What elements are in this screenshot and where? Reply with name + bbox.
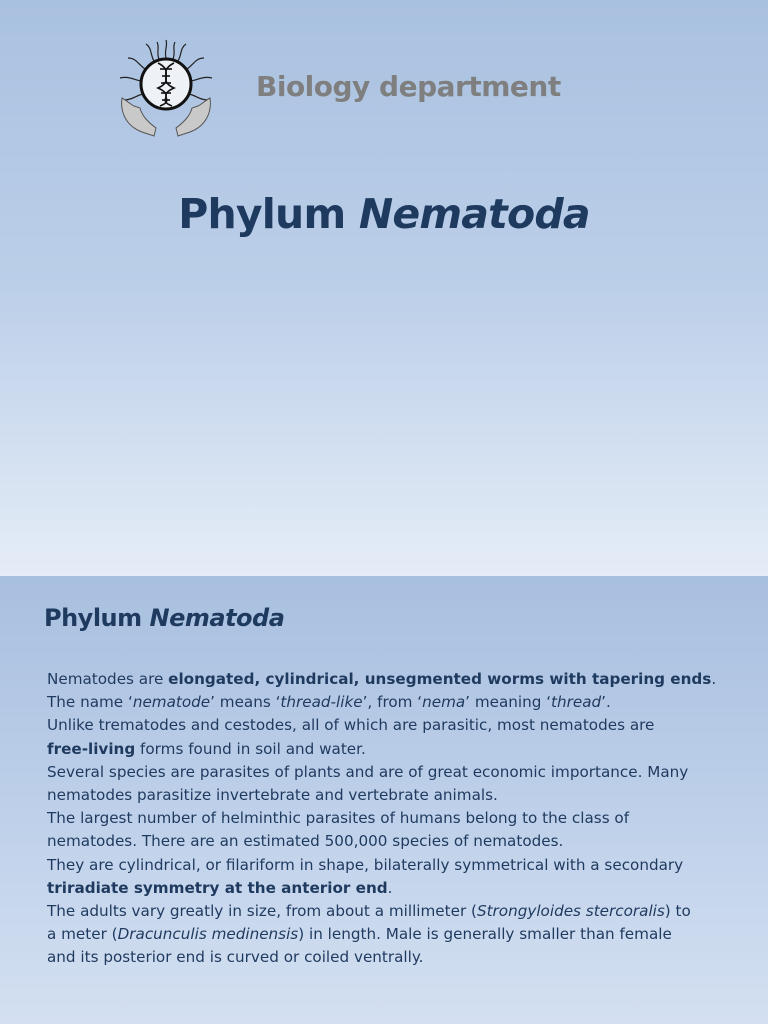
heading-plain: Phylum [44, 604, 150, 632]
body-line: triradiate symmetry at the anterior end. [47, 878, 393, 897]
content-slide [0, 576, 768, 1024]
body-line: nematodes parasitize invertebrate and vertebrate animals. [47, 786, 498, 805]
dna-hands-sun-icon [112, 36, 220, 140]
body-line: and its posterior end is curved or coiled ventrally. [47, 948, 424, 967]
heading-italic: Nematoda [149, 604, 285, 632]
body-line: Unlike trematodes and cestodes, all of which are parasitic, most nematodes are [47, 716, 655, 735]
title-plain: Phylum [178, 190, 359, 238]
department-name: Biology department [256, 70, 561, 103]
slide-heading [44, 604, 284, 632]
title-italic: Nematoda [358, 190, 590, 238]
body-line: The name ‘nematode’ means ‘thread-like’, from ‘nema’ meaning ‘thread’. [47, 693, 611, 712]
slide-title [0, 190, 768, 238]
body-line: They are cylindrical, or filariform in shape, bilaterally symmetrical with a secondary [47, 855, 684, 874]
body-line: nematodes. There are an estimated 500,000 species of nematodes. [47, 832, 564, 851]
body-line: Several species are parasites of plants and are of great economic importance. Many [47, 762, 689, 781]
body-line: The largest number of helminthic parasites of humans belong to the class of [47, 809, 630, 828]
body-text [47, 668, 727, 970]
body-line: Nematodes are elongated, cylindrical, unsegmented worms with tapering ends. [47, 670, 717, 688]
body-line: free-living forms found in soil and water. [47, 739, 366, 758]
body-line: a meter (Dracunculis medinensis) in length. Male is generally smaller than female [47, 925, 672, 944]
body-line: The adults vary greatly in size, from about a millimeter (Strongyloides stercoralis) to [47, 902, 691, 921]
